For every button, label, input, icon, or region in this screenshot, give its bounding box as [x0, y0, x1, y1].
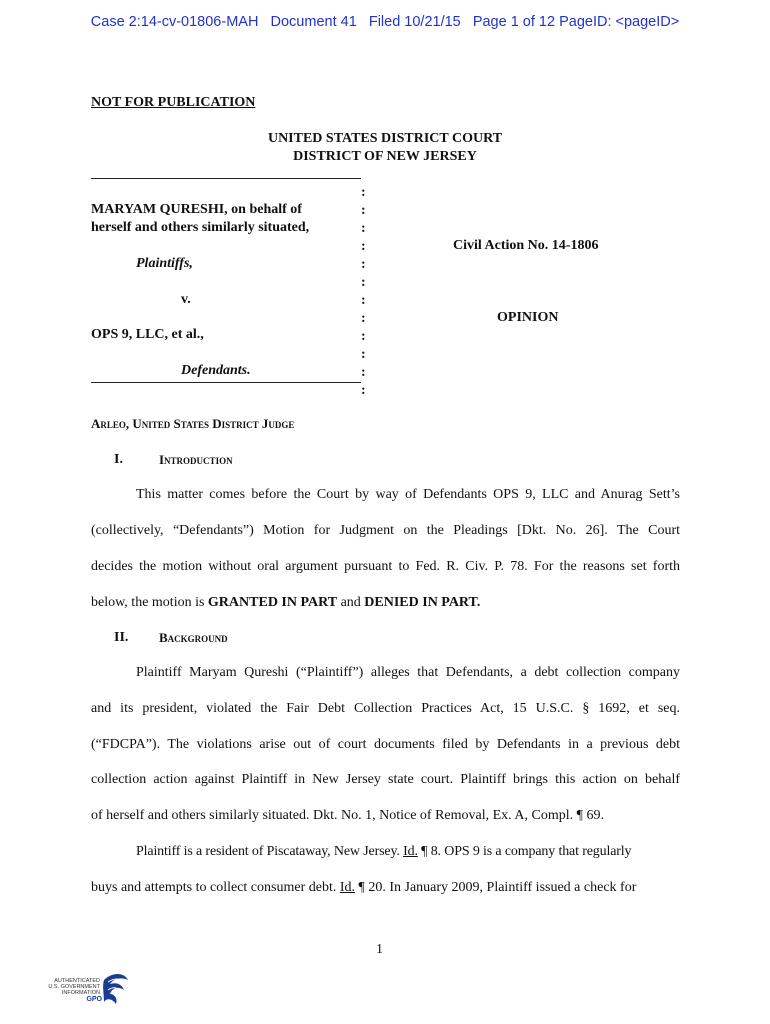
plaintiffs-label: Plaintiffs,: [136, 256, 193, 271]
case-header: Case 2:14-cv-01806-MAH Document 41 Filed 10/21/15 Page 1 of 12 PageID: <pageID>: [90, 14, 680, 30]
gpo-authenticated-logo: AUTHENTICATED U.S. GOVERNMENT INFORMATION GPO: [40, 972, 135, 1016]
eagle-icon: [100, 972, 132, 1012]
plaintiff-name: MARYAM QURESHI, on behalf of: [91, 202, 302, 217]
background-line-4: collection action against Plaintiff in New Jersey state court. Plaintiff brings this action on behalf: [91, 772, 680, 787]
intro-line-3: decides the motion without oral argument pursuant to Fed. R. Civ. P. 78. For the reasons set forth: [91, 559, 680, 574]
background-line-5: of herself and others similarly situated. Dkt. No. 1, Notice of Removal, Ex. A, Compl. ¶ 69.: [91, 808, 604, 823]
court-district: DISTRICT OF NEW JERSEY: [293, 149, 477, 164]
defendants-label: Defendants.: [181, 363, 251, 378]
page-number: 1: [376, 942, 383, 957]
versus: v.: [181, 292, 191, 307]
judge-name: Arleo, United States District Judge: [91, 416, 295, 431]
id-citation: Id.: [403, 844, 418, 859]
not-for-publication: NOT FOR PUBLICATION: [91, 95, 256, 110]
id-citation: Id.: [339, 880, 355, 895]
intro-line-2: (collectively, “Defendants”) Motion for Judgment on the Pleadings [Dkt. No. 26]. The Court: [91, 523, 680, 538]
caption-top-rule: [91, 178, 361, 179]
background-line-3: (“FDCPA”). The violations arise out of court documents filed by Defendants in a previous debt: [91, 737, 680, 752]
caption-colon-column: : : : : : : : : : : : :: [361, 185, 366, 398]
court-name: UNITED STATES DISTRICT COURT: [267, 131, 503, 146]
defendant-name: OPS 9, LLC, et al.,: [91, 327, 204, 342]
caption-bottom-rule: [91, 382, 361, 383]
section-2-number: II.: [114, 630, 129, 645]
paragraph-3-line-2: buys and attempts to collect consumer debt. Id. ¶ 20. In January 2009, Plaintiff issued a check for: [91, 880, 637, 895]
background-line-2: and its president, violated the Fair Debt Collection Practices Act, 15 U.S.C. § 1692, et seq.: [91, 701, 680, 716]
section-1-number: I.: [114, 452, 123, 467]
paragraph-3-line-1: Plaintiff is a resident of Piscataway, New Jersey. Id. ¶ 8. OPS 9 is a company that regularly: [136, 844, 632, 859]
plaintiff-description: herself and others similarly situated,: [91, 220, 310, 235]
intro-line-1: This matter comes before the Court by way of Defendants OPS 9, LLC and Anurag Sett’s: [136, 487, 680, 502]
intro-line-4: below, the motion is GRANTED IN PART and DENIED IN PART.: [91, 595, 481, 610]
civil-action-number: Civil Action No. 14-1806: [453, 238, 599, 253]
granted-in-part: GRANTED IN PART: [207, 595, 338, 610]
background-line-1: Plaintiff Maryam Qureshi (“Plaintiff”) alleges that Defendants, a debt collection company: [136, 665, 680, 680]
section-2-title: Background: [159, 630, 228, 645]
denied-in-part: DENIED IN PART: [364, 595, 477, 610]
document-type: OPINION: [497, 310, 559, 325]
section-1-title: Introduction: [159, 452, 233, 467]
